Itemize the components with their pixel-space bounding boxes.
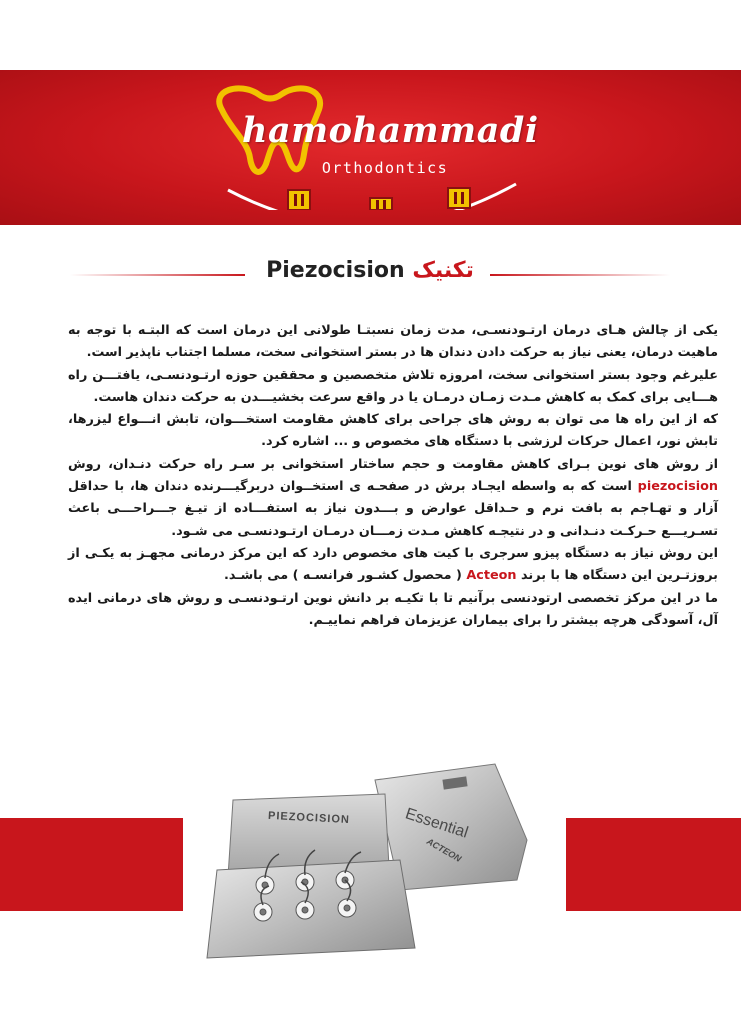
piezocision-highlight: piezocision [637, 479, 718, 495]
paragraph-1: یکی از چالش هـای درمان ارتـودنسـی، مدت زمان نسبتـا طولانی این درمان است که البتـه با توجه به ماهیت درمان، یعنی نیاز به حرکت دادن دندان ها در بستر استخوانی سخت، مسلما اجتناب ناپذیر است. [68, 323, 718, 361]
title-persian: تکنیک [412, 258, 474, 283]
title-divider-right [490, 274, 670, 276]
paragraph-4-start: از روش های نوین بـرای کاهش مقاومت و حجم ساختار استخوانی بر سـر راه حرکت دنـدان، روش [68, 456, 718, 472]
paragraph-4 [68, 454, 718, 543]
article-body [68, 320, 718, 632]
kit-box-label: PIEZOCISION [267, 809, 351, 827]
bracket-middle-icon [370, 198, 392, 210]
header-banner [0, 70, 741, 225]
paragraph-5 [68, 543, 718, 588]
paragraph-6: ما در این مرکز تخصصی ارتودنسی برآنیم تا با تکیـه بر دانش نوین ارتـودنسـی و روش های درمانی ایده آل، آسودگی هرچه بیشتر را برای بیماران عزیزمان فراهم نماییـم. [68, 590, 718, 628]
bracket-right-icon [448, 188, 470, 208]
paragraph-2: علیرغم وجود بستر استخوانی سخت، امروزه تلاش متخصصین و محققین حوزه ارتـودنسـی، یافتـــن راه هـــایی برای کمک به کاهش مـدت زمـان درمـان یا در واقع سرعت بخشیـــدن به حرکت دندان هاست. [68, 367, 718, 405]
page-title [255, 258, 485, 283]
kit-lid-label: Essential [403, 805, 471, 842]
paragraph-3: که از این راه ها می توان به روش های جراحی برای کاهش مقاومت استخـــوان، تابش انـــواع لیزرها، تابش نور، اعمال حرکات لرزشی با دستگاه های مخصوص و ... اشاره کرد. [68, 412, 718, 450]
bracket-left-icon [288, 190, 310, 210]
title-english: Piezocision [266, 258, 405, 283]
kit-brand-label: ACTEON [425, 836, 463, 864]
footer-band-left [0, 818, 183, 911]
section-title [0, 258, 741, 292]
acteon-highlight: Acteon [466, 568, 517, 584]
paragraph-4-end: است که به واسطه ایجـاد برش در صفحـه ی استخــوان دربرگیـــرنده دندان ها، با حداقل آزار و تهـاجم به بافت نرم و حـداقل عوارض و بـــدون نیاز به استفـــاده از تیـغ جـــراحـــی باعث تسـریـــع حـرکـت دنـدانی و در نتیجـه کاهش مـدت زمـــان درمـان ارتـودنسـی می شـود. [68, 479, 718, 539]
paragraph-5-end: ( محصول کشـور فرانسـه ) می باشـد. [223, 568, 462, 584]
piezocision-kit-image [195, 760, 545, 965]
title-divider-left [70, 274, 245, 276]
paragraph-5-start: این روش نیاز به دستگاه پیزو سرجری با کیت های مخصوص دارد که این مرکز درمانی مجهـز به یکـی از بروزتـرین این دستگاه ها با برند [68, 545, 718, 584]
logo-name: hamohammadi [242, 110, 539, 151]
footer-band-right [566, 818, 741, 911]
logo-subtitle: Orthodontics [321, 159, 449, 177]
